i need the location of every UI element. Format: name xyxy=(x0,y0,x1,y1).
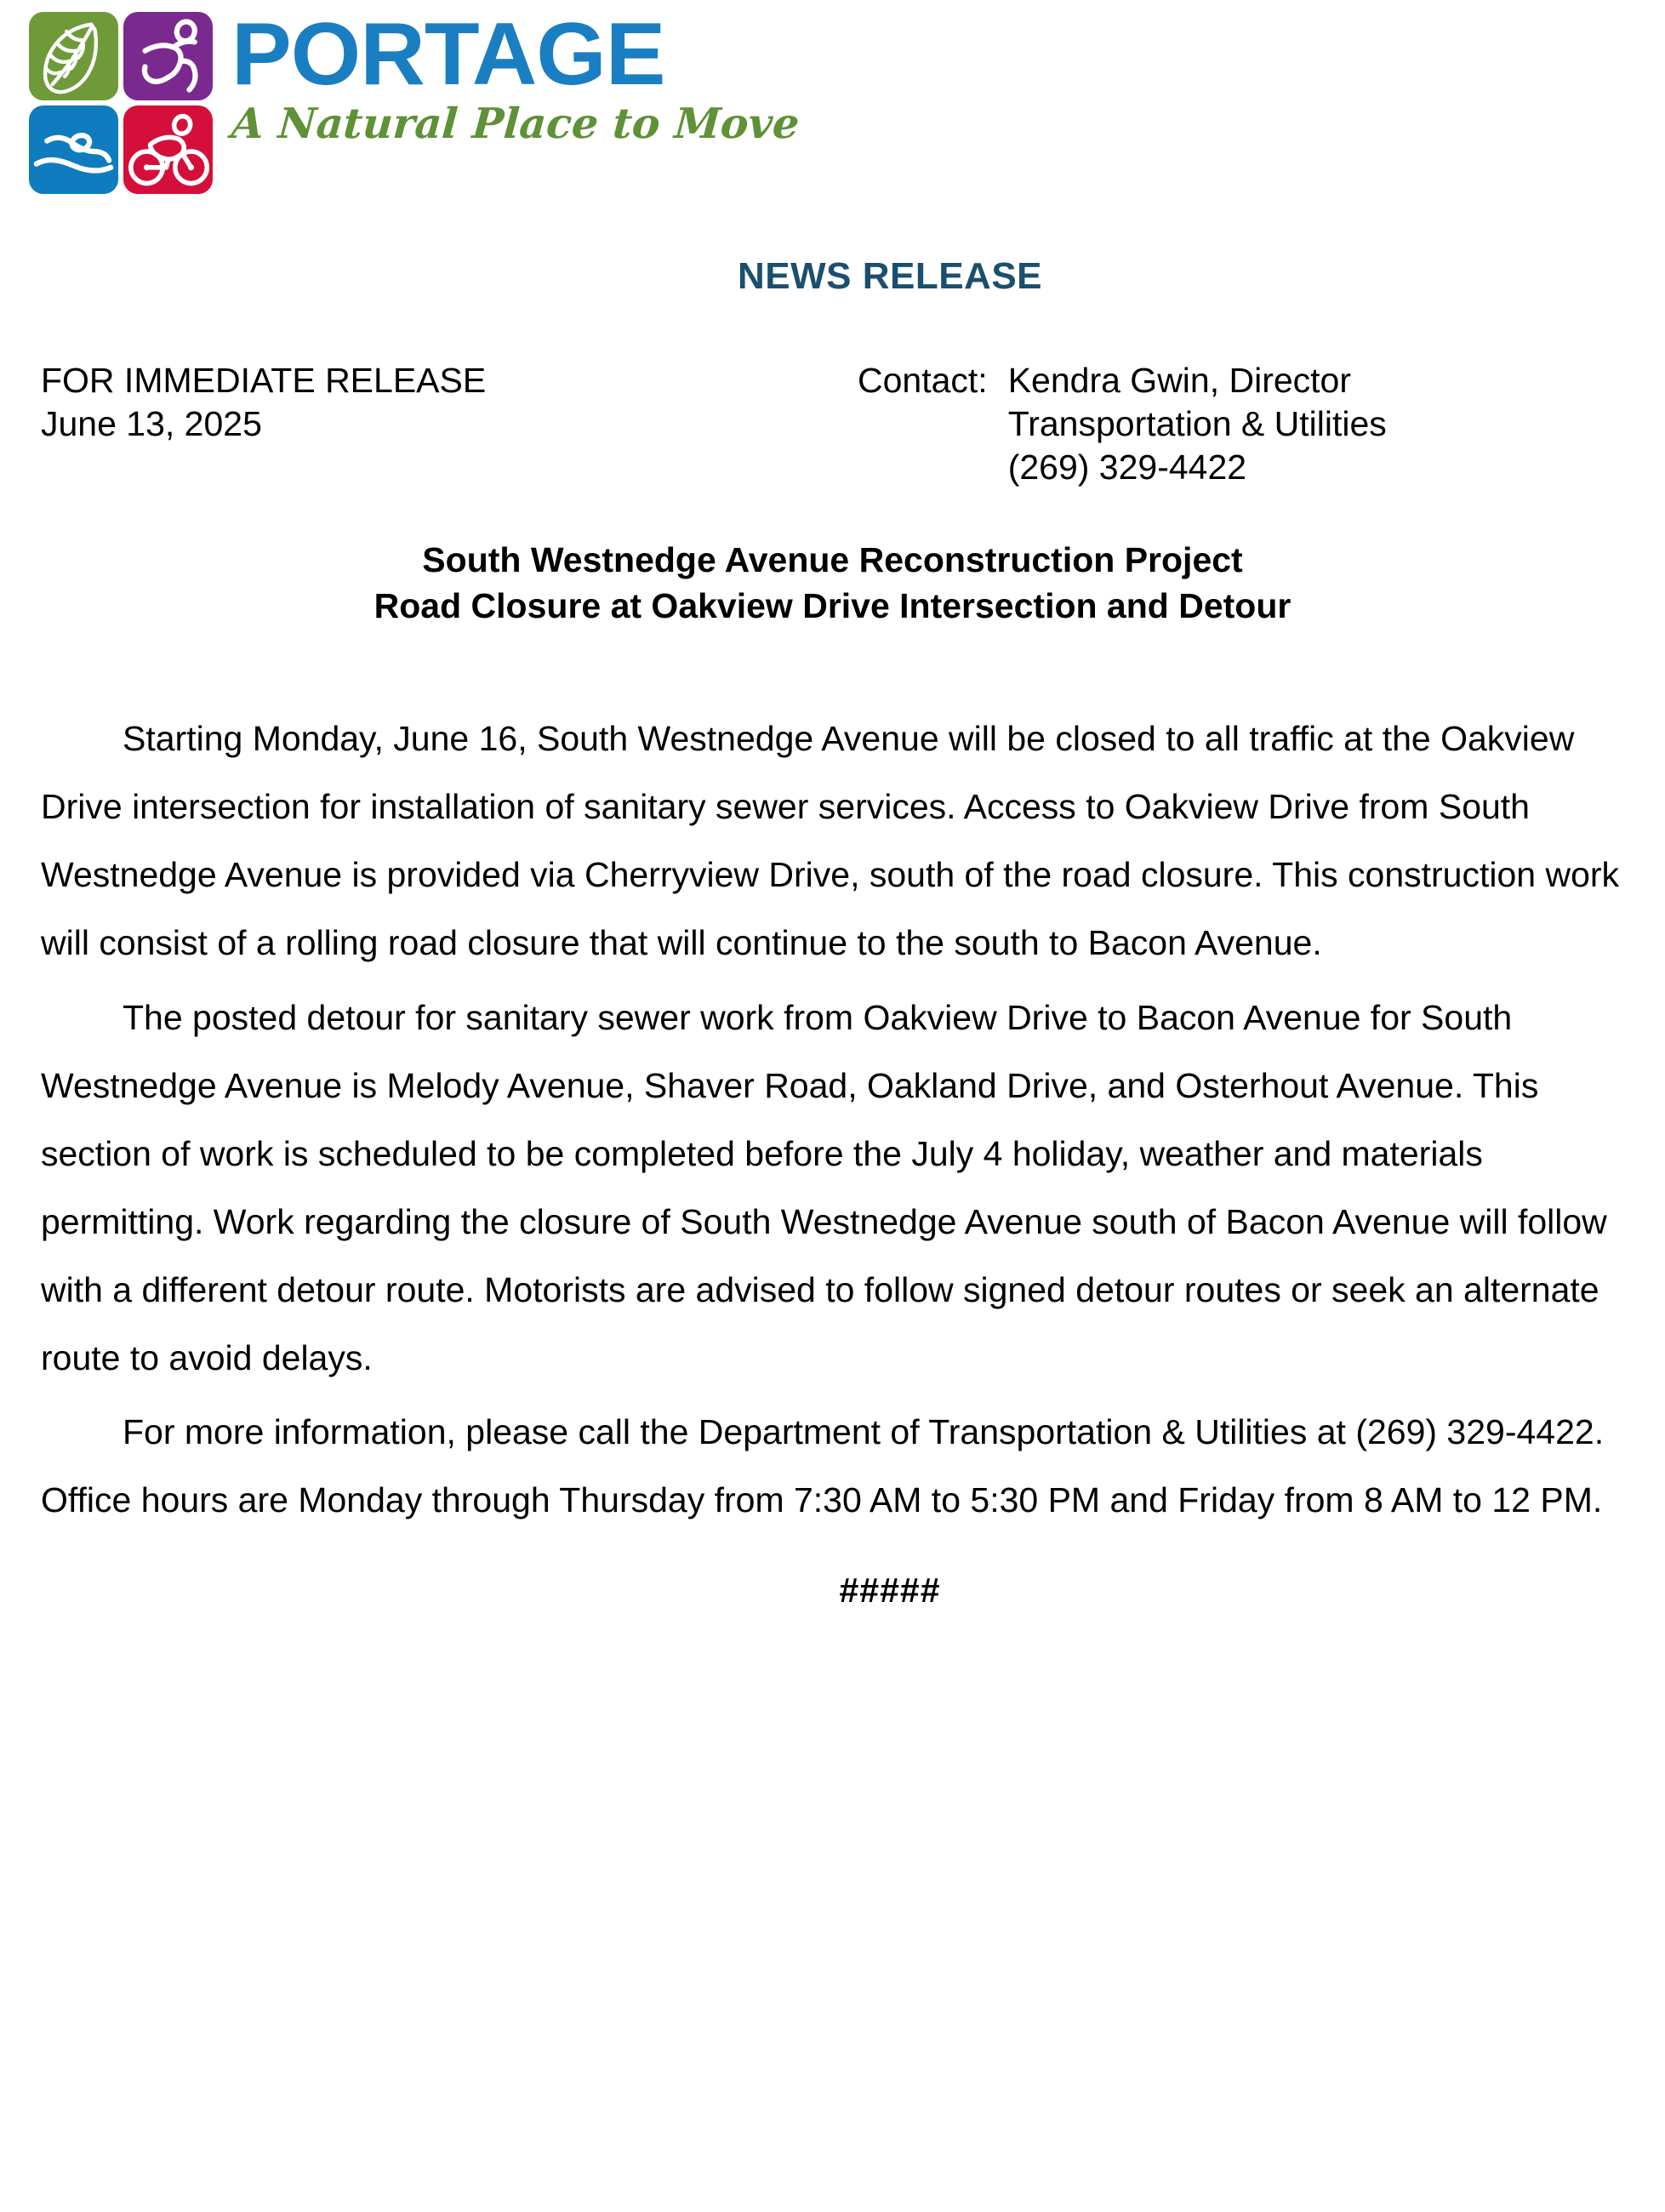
release-body xyxy=(41,705,1624,1535)
news-release-heading: NEWS RELEASE xyxy=(737,255,1043,297)
release-date: June 13, 2025 xyxy=(41,403,262,443)
contact-phone: (269) 329-4422 xyxy=(1007,447,1247,487)
runner-tile-icon xyxy=(123,12,213,100)
portage-logo xyxy=(29,5,801,194)
leaf-tile-icon xyxy=(29,12,118,100)
for-immediate-release-label: FOR IMMEDIATE RELEASE xyxy=(41,361,487,400)
contact-block xyxy=(858,359,1387,488)
body-paragraph-1: Starting Monday, June 16, South Westnedge Avenue will be closed to all traffic at the Oakview Drive intersection for installation of sanitary sewer services. Access to Oakview Drive from South Westnedge Avenue is provided via Cherryview Drive, south of the road closure. This construction work will consist of a rolling road closure that will continue to the south to Bacon Avenue. xyxy=(41,719,1620,962)
page-title-line-1: South Westnedge Avenue Reconstruction Project xyxy=(422,540,1243,580)
end-of-release-marker: ##### xyxy=(839,1571,941,1611)
document-body xyxy=(0,255,1665,1611)
release-info-row xyxy=(41,359,1624,488)
release-status-block xyxy=(41,359,858,446)
logo-tagline: A Natural Place to Move xyxy=(230,98,801,148)
contact-label: Contact: xyxy=(858,361,988,400)
logo-wordmark: PORTAGE xyxy=(231,5,665,104)
contact-name: Kendra Gwin, Director xyxy=(1007,361,1352,400)
page-title-line-2: Road Closure at Oakview Drive Intersection and Detour xyxy=(373,585,1292,625)
page-title xyxy=(41,538,1624,629)
swimmer-tile-icon xyxy=(29,105,118,194)
logo-text-block xyxy=(230,5,801,148)
body-paragraph-2: The posted detour for sanitary sewer work from Oakview Drive to Bacon Avenue for South Westnedge Avenue is Melody Avenue, Shaver Road, Oakland Drive, and Osterhout Avenue. This section of work is scheduled to be completed before the July 4 holiday, weather and materials permitting. Work regarding the closure of South Westnedge Avenue south of Bacon Avenue will follow with a different detour route. Motorists are advised to follow signed detour routes or seek an alternate route to avoid delays. xyxy=(41,997,1607,1377)
body-paragraph-3: For more information, please call the Department of Transportation & Utilities at (269) 329-4422. Office hours are Monday through Thursday from 7:30 AM to 5:30 PM and Friday from 8 AM to 12 PM. xyxy=(41,1412,1605,1520)
cyclist-tile-icon xyxy=(123,105,213,194)
logo-tile-grid xyxy=(29,12,213,194)
contact-details xyxy=(1008,359,1387,488)
contact-department: Transportation & Utilities xyxy=(1007,403,1387,443)
